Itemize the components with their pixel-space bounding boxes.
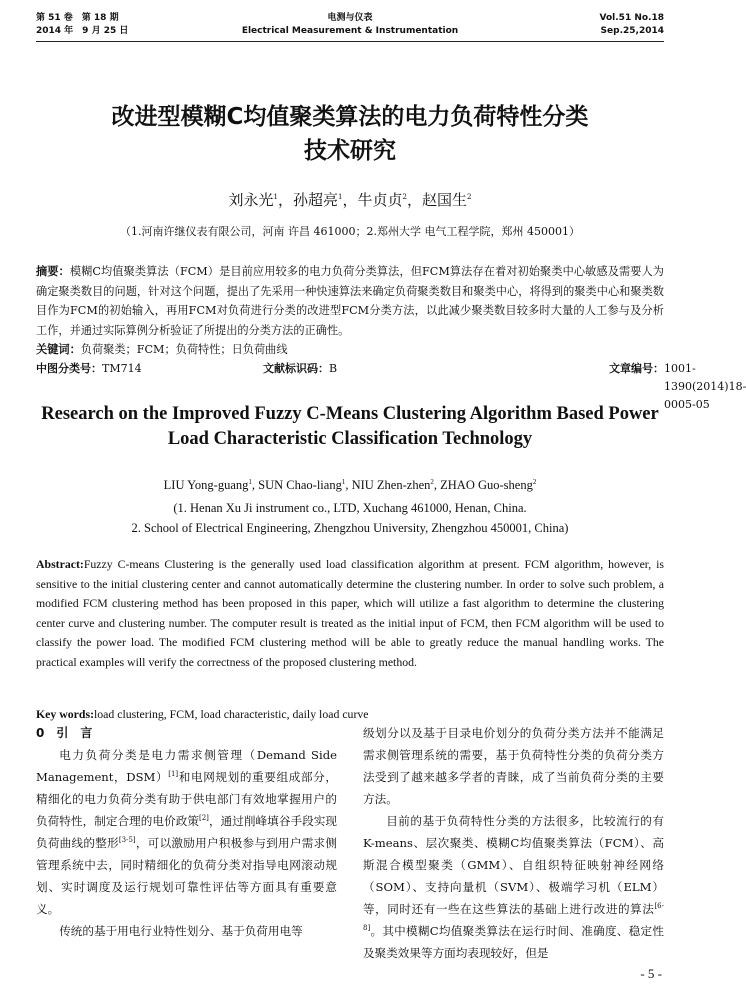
body-column-right — [363, 722, 664, 964]
journal-name-cn: 电测与仪表 — [327, 13, 373, 23]
abstract-en — [36, 555, 664, 672]
affiliation-en — [40, 498, 660, 538]
author-en: NIU Zhen-zhen$^2$, — [351, 477, 441, 492]
affiliation-en-line1: (1. Henan Xu Ji instrument co., LTD, Xuchang 461000, Henan, China. — [173, 501, 527, 515]
journal-name-en: Electrical Measurement & Instrumentation — [241, 26, 459, 36]
issue-date-en: Sep.25,2014 — [600, 26, 664, 36]
document-code: 文献标识码： B — [263, 362, 338, 375]
affiliation-en-line2: 2. School of Electrical Engineering, Zhengzhou University, Zhengzhou 450001, China) — [131, 521, 569, 535]
body-paragraph: 传统的基于用电行业特性划分、基于负荷用电等 — [59, 924, 303, 938]
affiliation-cn: （1.河南许继仪表有限公司，河南 许昌 461000；2.郑州大学 电气工程学院，郑州 450001） — [120, 225, 580, 238]
body-paragraph: 级划分以及基于目录电价划分的负荷分类方法并不能满足需求侧管理系统的需要，基于负荷特性分类的负荷分类方法受到了越来越多学者的青睐，成了当前负荷分类的主要方法。 — [363, 726, 664, 806]
issue-date: 2014 年 9 月 25 日 — [36, 26, 129, 36]
abstract-cn-label: 摘要： — [36, 265, 70, 278]
keywords-en — [36, 705, 664, 723]
classification-line — [36, 360, 746, 411]
paper-title-en-line1: Research on the Improved Fuzzy C-Means Clustering Algorithm Based Power — [41, 404, 659, 424]
body-paragraph: 目前的基于负荷特性分类的方法很多，比较流行的有K-means、层次聚类、模糊C均值聚类算法（FCM）、高斯混合模型聚类（GMM）、自组织特征映射神经网络（SOM）、支持向量机（SVM）、极端学习机（ELM）等，同时还有一些在这些算法的基础上进行改进的算法[6-8]。其中模糊C均值聚类算法在运行时间、准确度、稳定性及聚类效果等方面均表现较好，但是 — [363, 814, 664, 960]
paper-title-en-line2: Load Characteristic Classification Technology — [167, 429, 533, 449]
citation: [6-8] — [363, 902, 664, 933]
keywords-cn-text: 负荷聚类；FCM；负荷特性；日负荷曲线 — [80, 343, 288, 356]
abstract-cn-text: 模糊C均值聚类算法（FCM）是目前应用较多的电力负荷分类算法，但FCM算法存在着对初始聚类中心敏感及需要人为确定聚类数目的问题，针对这个问题，提出了先采用一种快速算法来确定负荷聚类数目和聚类中心，将得到的聚类中心和聚类数目作为FCM的初始输入，再用FCM对负荷进行分类的改进型FCM分类方法，以此减少聚类数目较多时大量的人工参与及分析工作，并通过实际算例分析验证了所提出的分类方法的正确性。 — [36, 265, 664, 337]
body-paragraph: 电力负荷分类是电力需求侧管理（Demand Side Management，DSM）[1]和电网规划的重要组成部分，精细化的电力负荷分类有助于供电部门有效地掌握用户的负荷特性，制定合理的电价政策[2]，通过削峰填谷手段实现负荷曲线的整形[3-5]，可以激励用户积极参与到用户需求侧管理系统中去，同时精细化的负荷分类对指导电网滚动规划、实时调度及运行规划可靠性评估等方面具有重要意义。 — [36, 748, 337, 916]
keywords-en-label: Key words: — [36, 707, 94, 721]
author-cn: 刘永光$^1$， — [228, 191, 293, 209]
citation: [1] — [168, 770, 179, 779]
issue-info-en — [600, 12, 664, 38]
abstract-cn — [36, 262, 664, 340]
body-column-left — [36, 722, 337, 942]
author-list-cn — [40, 189, 660, 210]
paper-title-en — [40, 402, 660, 452]
volume-issue: 第 51 卷 第 18 期 — [36, 13, 119, 23]
abstract-en-text: Fuzzy C-means Clustering is the generally used load classification algorithm at present. FCM algorithm, however, is sensitive to the initial clustering center and cannot automatically determine the clustering number. In order to solve such problem, a modified FCM clustering method has been proposed in this paper, which will utilize a fast algorithm to determine the clustering center curve and clustering number. The computer result is treated as the initial input of FCM, then FCM algorithm will be used to classify the power load. The modified FCM clustering method will be able to greatly reduce the manual handling works. The practical examples will verify the correctness of the proposed clustering method. — [36, 557, 664, 669]
keywords-cn — [36, 340, 664, 359]
paper-title-cn — [40, 100, 660, 168]
abstract-en-label: Abstract: — [36, 557, 84, 571]
author-en: SUN Chao-liang$^1$, — [258, 477, 352, 492]
section-heading: 0 引 言 — [36, 726, 93, 740]
author-cn: 孙超亮$^1$， — [293, 191, 358, 209]
author-list-en — [40, 478, 660, 493]
header-rule — [36, 41, 664, 42]
clc-number: 中图分类号： TM714 — [36, 362, 142, 375]
author-cn: 赵国生$^2$ — [422, 191, 472, 209]
author-en: LIU Yong-guang$^1$, — [163, 477, 259, 492]
paper-title-cn-line2: 技术研究 — [304, 138, 396, 164]
citation: [3-5] — [118, 836, 136, 845]
journal-name — [36, 12, 664, 38]
volume-issue-en: Vol.51 No.18 — [599, 13, 664, 23]
page-number: - 5 - — [640, 966, 662, 981]
keywords-en-text: load clustering, FCM, load characteristic, daily load curve — [94, 707, 369, 721]
citation: [2] — [199, 814, 209, 823]
author-cn: 牛贞贞$^2$， — [357, 191, 422, 209]
author-en: ZHAO Guo-sheng$^2$ — [440, 477, 537, 492]
keywords-cn-label: 关键词： — [36, 343, 81, 356]
article-number: 文章编号： 1001-1390(2014)18-0005-05 — [609, 362, 746, 411]
paper-title-cn-line1: 改进型模糊C均值聚类算法的电力负荷特性分类 — [111, 104, 589, 130]
